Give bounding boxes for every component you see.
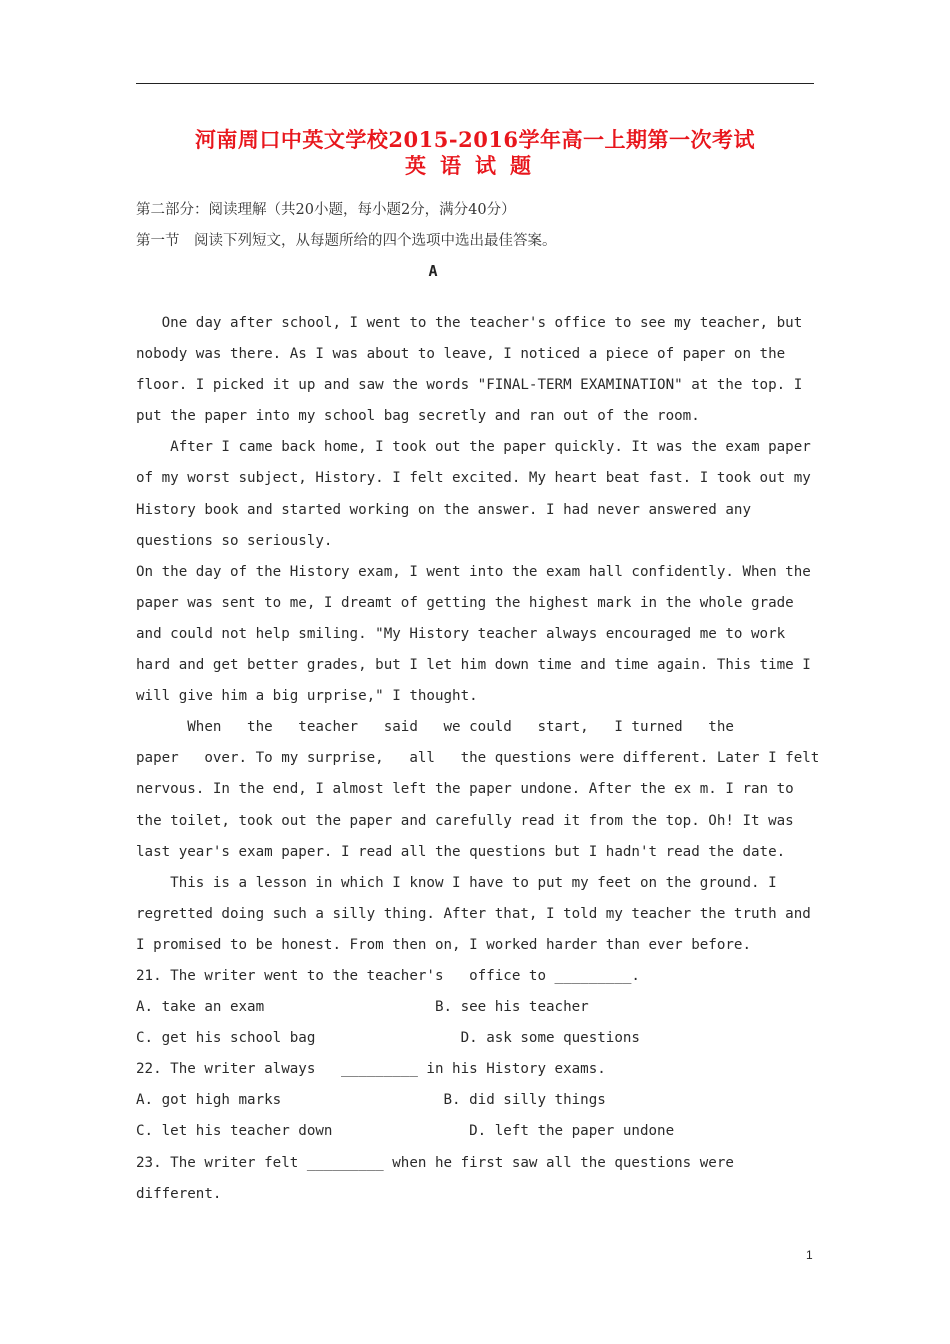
text-line: the toilet, took out the paper and carefully read it from the top. Oh! It was — [136, 812, 794, 829]
text-line: paper was sent to me, I dreamt of getting the highest mark in the whole grade — [136, 594, 794, 611]
text-line: One day after school, I went to the teacher's office to see my teacher, but — [136, 315, 803, 331]
text-line: This is a lesson in which I know I have to put my feet on the ground. I — [136, 874, 777, 891]
text-line: I promised to be honest. From then on, I worked harder than ever before. — [136, 936, 751, 953]
text-line: and could not help smiling. "My History teacher always encouraged me to work — [136, 625, 786, 642]
text-line: A. got high marks B. did silly things — [136, 1092, 606, 1109]
subsection-heading: 第一节 阅读下列短文，从每题所给的四个选项中选出最佳答案。 — [136, 233, 557, 249]
exam-title: 河南周口中英文学校2015-2016学年高一上期第一次考试 — [194, 127, 756, 152]
text-line: questions so seriously. — [136, 532, 333, 549]
text-line: regretted doing such a silly thing. After that, I told my teacher the truth and — [136, 905, 811, 922]
text-line: paper over. To my surprise, all the questions were different. Later I felt — [136, 750, 820, 767]
text-line: last year's exam paper. I read all the questions but I hadn't read the date. — [136, 843, 786, 860]
text-line: nobody was there. As I was about to leave, I noticed a piece of paper on the — [136, 346, 786, 363]
text-line: nervous. In the end, I almost left the paper undone. After the ex m. I ran to — [136, 781, 794, 798]
text-line: C. get his school bag D. ask some questions — [136, 1030, 640, 1047]
page-number: 1 — [806, 1248, 813, 1262]
header-rule — [136, 83, 814, 84]
passage-label: A — [428, 262, 438, 280]
text-line: floor. I picked it up and saw the words "FINAL-TERM EXAMINATION" at the top. I — [136, 377, 803, 394]
text-line: When the teacher said we could start, I turned the — [136, 719, 734, 736]
text-line: After I came back home, I took out the paper quickly. It was the exam paper — [136, 439, 811, 456]
passage-and-questions — [136, 308, 820, 1210]
text-line: On the day of the History exam, I went into the exam hall confidently. When the — [136, 563, 811, 580]
text-line: 23. The writer felt _________ when he first saw all the questions were — [136, 1154, 734, 1171]
text-line: will give him a big urprise," I thought. — [136, 688, 478, 705]
text-line: 22. The writer always _________ in his History exams. — [136, 1061, 606, 1078]
text-line: History book and started working on the answer. I had never answered any — [136, 501, 751, 518]
text-line: hard and get better grades, but I let him down time and time again. This time I — [136, 657, 811, 674]
exam-subtitle: 英语试题 — [405, 153, 545, 178]
text-line: A. take an exam B. see his teacher — [136, 999, 589, 1016]
part-heading: 第二部分：阅读理解（共20小题，每小题2分，满分40分） — [136, 202, 516, 218]
text-line: different. — [136, 1185, 222, 1202]
text-line: of my worst subject, History. I felt excited. My heart beat fast. I took out my — [136, 470, 811, 487]
text-line: put the paper into my school bag secretly and ran out of the room. — [136, 408, 700, 425]
text-line: C. let his teacher down D. left the paper undone — [136, 1123, 675, 1140]
text-line: 21. The writer went to the teacher's office to _________. — [136, 967, 640, 984]
